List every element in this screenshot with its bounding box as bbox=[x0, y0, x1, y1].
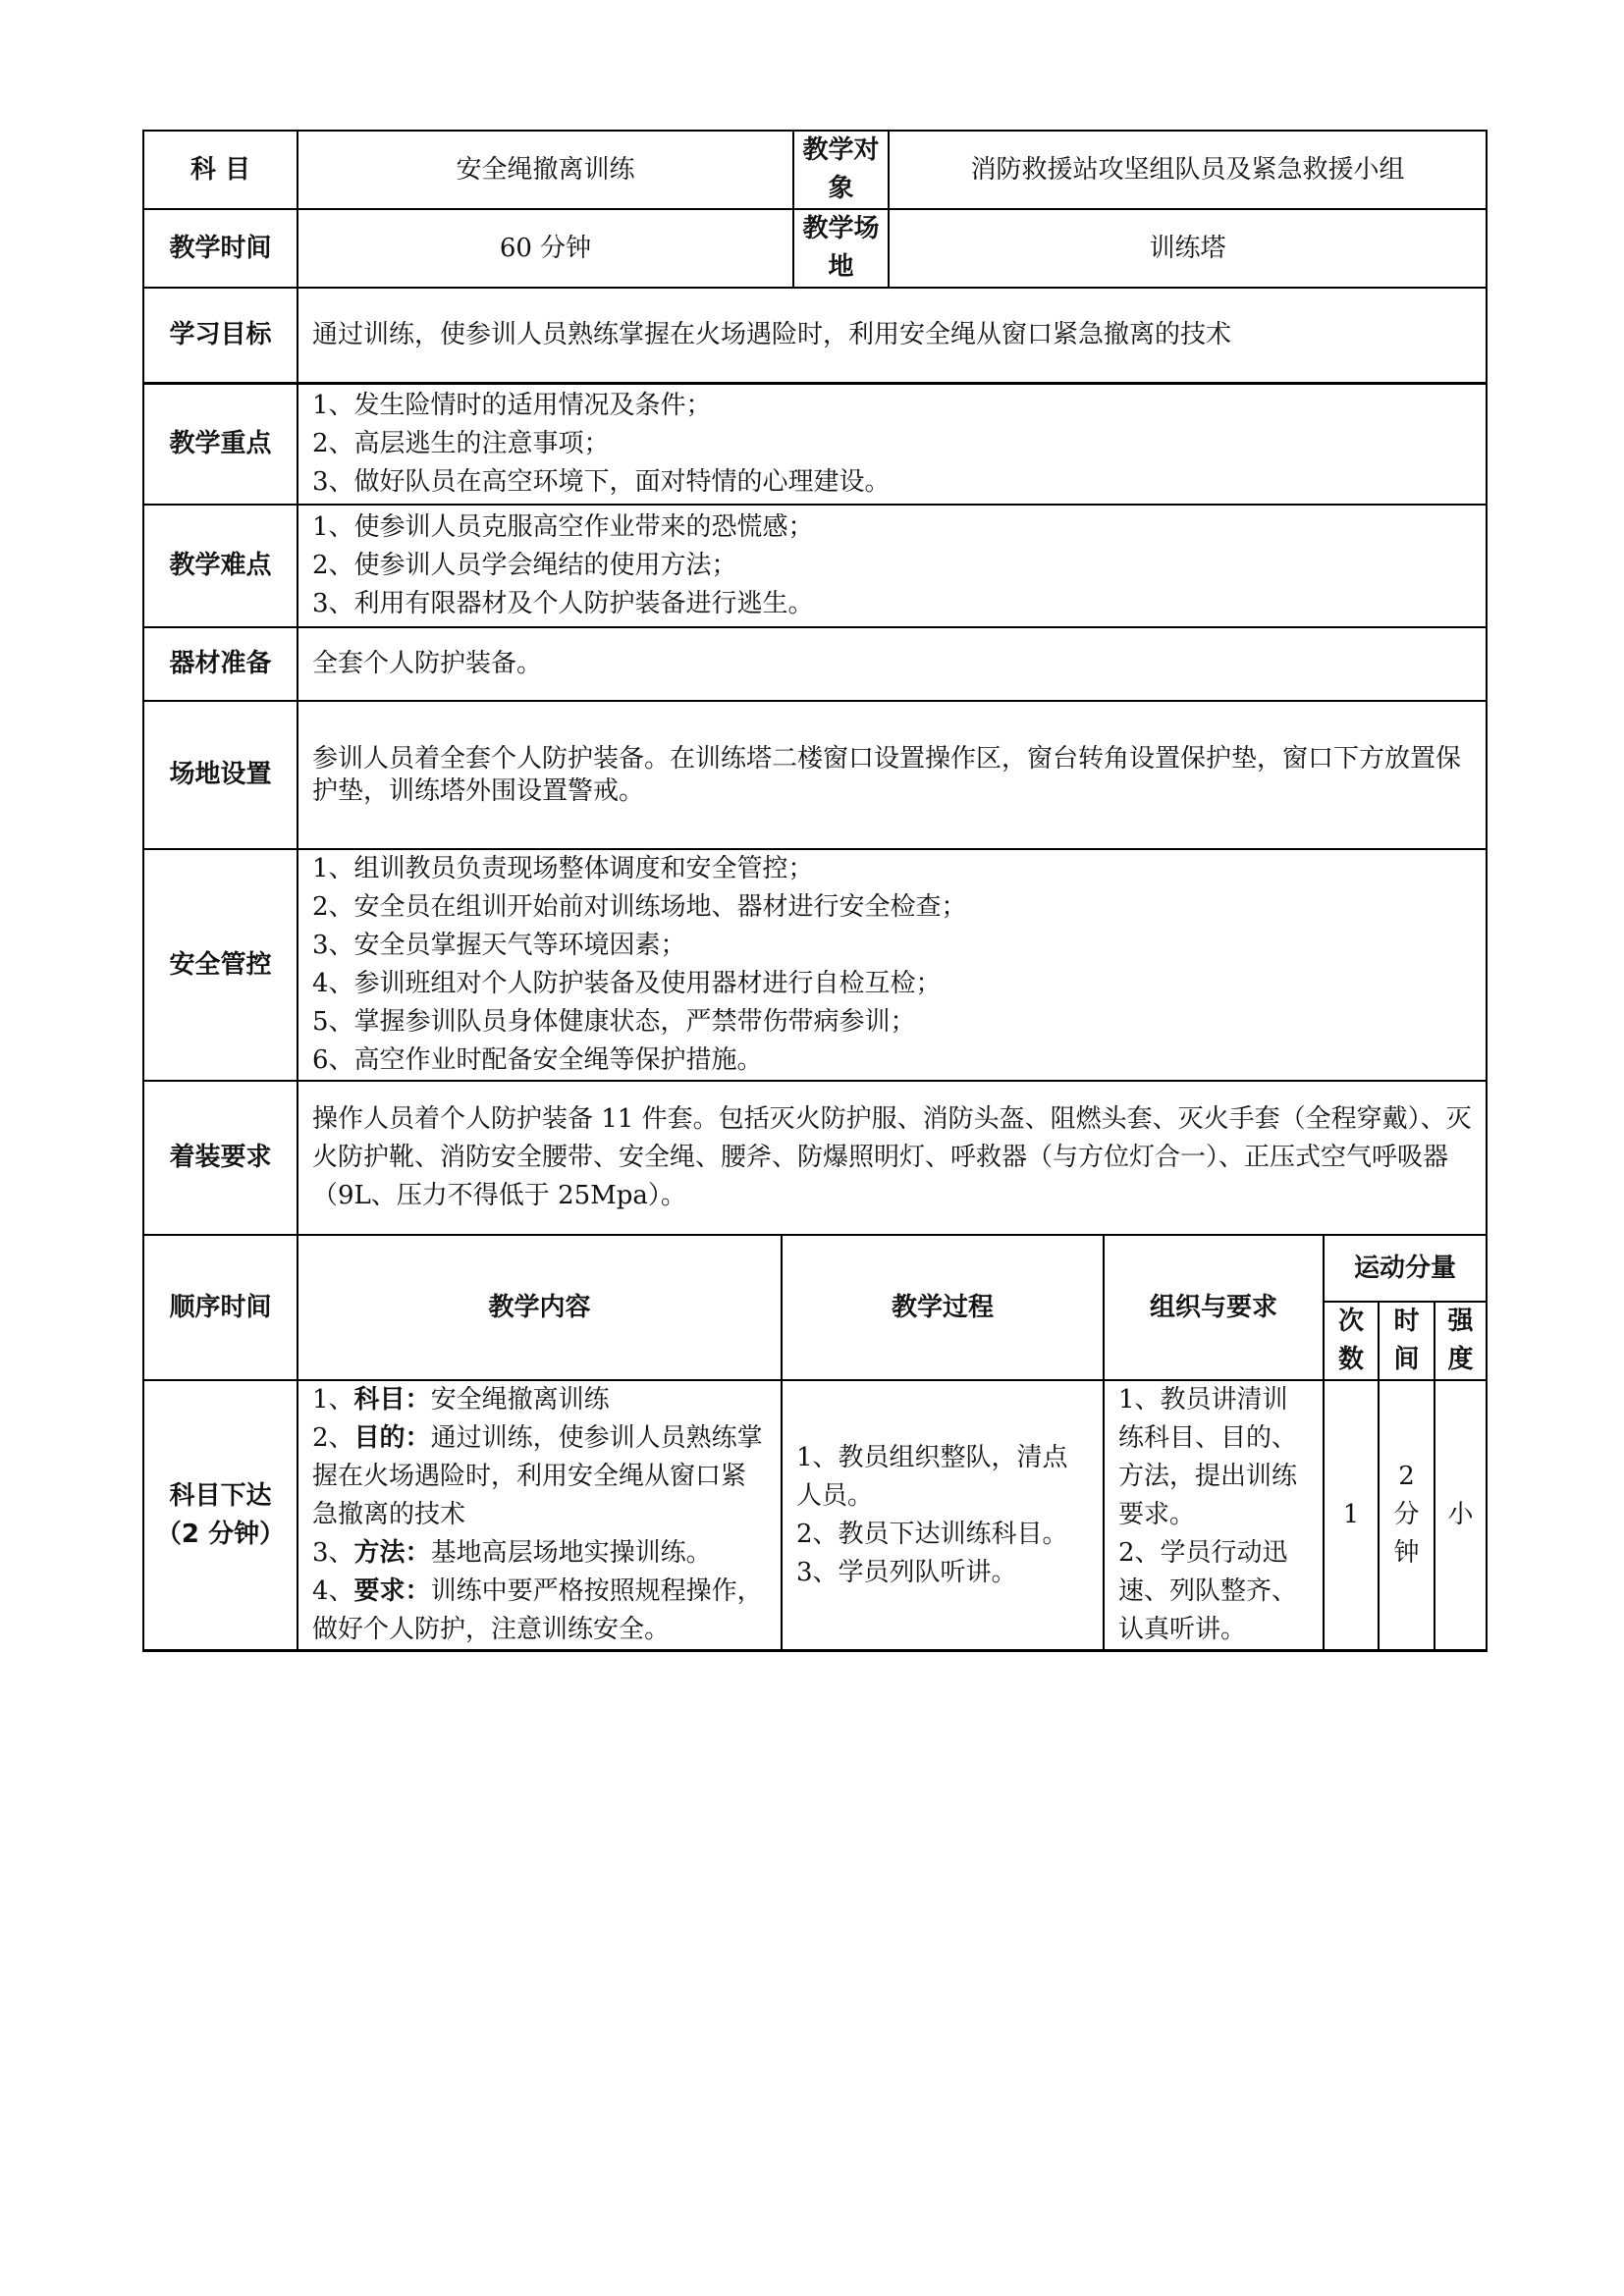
header-intensity: 强度 bbox=[1435, 1302, 1487, 1380]
section-row bbox=[143, 701, 1487, 849]
section-content bbox=[298, 701, 1487, 849]
section-row bbox=[143, 383, 1487, 505]
header-content: 教学内容 bbox=[298, 1235, 782, 1380]
section-line: 1、组训教员负责现场整体调度和安全管控； bbox=[312, 854, 814, 883]
section-content bbox=[298, 849, 1487, 1081]
section-content bbox=[298, 627, 1487, 701]
section-label: 教学难点 bbox=[143, 505, 298, 627]
content-item: 4、要求：训练中要严格按照规程操作，做好个人防护，注意训练安全。 bbox=[312, 1576, 763, 1644]
section-content bbox=[298, 1081, 1487, 1235]
section-content bbox=[298, 505, 1487, 627]
header-organization: 组织与要求 bbox=[1104, 1235, 1324, 1380]
process-item: 3、学员列队听讲。 bbox=[796, 1557, 1017, 1587]
section-line: 2、高层逃生的注意事项； bbox=[312, 428, 610, 458]
plan-process bbox=[782, 1380, 1104, 1651]
section-line: 2、使参训人员学会绳结的使用方法； bbox=[312, 551, 737, 580]
section-line: 3、做好队员在高空环境下，面对特情的心理建设。 bbox=[312, 466, 891, 497]
header-duration: 时间 bbox=[1379, 1302, 1435, 1380]
section-line: 4、参训班组对个人防护装备及使用器材进行自检互检； bbox=[312, 969, 942, 998]
plan-order-time-sub: （2 分钟） bbox=[155, 1519, 286, 1549]
plan-order-time bbox=[143, 1380, 298, 1651]
content-item: 3、方法：基地高层场地实操训练。 bbox=[312, 1538, 712, 1568]
section-content bbox=[298, 288, 1487, 383]
process-item: 1、教员组织整队，清点人员。 bbox=[796, 1442, 1068, 1511]
section-row bbox=[143, 288, 1487, 383]
lesson-plan-table bbox=[142, 130, 1488, 1652]
section-label: 教学重点 bbox=[143, 383, 298, 505]
section-line: 通过训练，使参训人员熟练掌握在火场遇险时，利用安全绳从窗口紧急撤离的技术 bbox=[312, 319, 1232, 349]
section-content bbox=[298, 383, 1487, 505]
header-process: 教学过程 bbox=[782, 1235, 1104, 1380]
section-line: 2、安全员在组训开始前对训练场地、器材进行安全检查； bbox=[312, 892, 967, 922]
section-label: 安全管控 bbox=[143, 849, 298, 1081]
section-row bbox=[143, 1081, 1487, 1235]
time-label: 教学时间 bbox=[143, 209, 298, 288]
plan-order-time-title: 科目下达 bbox=[169, 1480, 272, 1511]
time-value: 60 分钟 bbox=[298, 209, 793, 288]
section-label: 着装要求 bbox=[143, 1081, 298, 1235]
venue-label: 教学场地 bbox=[793, 209, 889, 288]
section-line: 3、安全员掌握天气等环境因素； bbox=[312, 931, 686, 960]
section-row bbox=[143, 627, 1487, 701]
section-row bbox=[143, 505, 1487, 627]
audience-label: 教学对象 bbox=[793, 131, 889, 209]
section-row bbox=[143, 849, 1487, 1081]
header-load: 运动分量 bbox=[1324, 1235, 1487, 1302]
subject-label: 科 目 bbox=[143, 131, 298, 209]
plan-organization bbox=[1104, 1380, 1324, 1651]
section-line: 参训人员着全套个人防护装备。在训练塔二楼窗口设置操作区，窗台转角设置保护垫，窗口下方放置保护垫，训练塔外围设置警戒。 bbox=[312, 743, 1462, 806]
plan-content bbox=[298, 1380, 782, 1651]
venue-value: 训练塔 bbox=[889, 209, 1487, 288]
section-label: 学习目标 bbox=[143, 288, 298, 383]
plan-intensity: 小 bbox=[1435, 1380, 1487, 1651]
section-line: 操作人员着个人防护装备 11 件套。包括灭火防护服、消防头盔、阻燃头套、灭火手套（全程穿戴）、灭火防护靴、消防安全腰带、安全绳、腰斧、防爆照明灯、呼救器（与方位灯合一）、正压式空气呼吸器（9L、压力不得低于 25Mpa）。 bbox=[312, 1104, 1472, 1210]
content-item: 2、目的：通过训练，使参训人员熟练掌握在火场遇险时，利用安全绳从窗口紧急撤离的技术 bbox=[312, 1423, 763, 1529]
header-order-time: 顺序时间 bbox=[143, 1235, 298, 1380]
section-line: 全套个人防护装备。 bbox=[312, 649, 543, 678]
section-line: 3、利用有限器材及个人防护装备进行逃生。 bbox=[312, 589, 814, 618]
organization-item: 2、学员行动迅速、列队整齐、认真听讲。 bbox=[1118, 1538, 1298, 1644]
organization-item: 1、教员讲清训练科目、目的、方法，提出训练要求。 bbox=[1118, 1385, 1298, 1529]
section-line: 1、发生险情时的适用情况及条件； bbox=[312, 390, 712, 420]
section-line: 5、掌握参训队员身体健康状态，严禁带伤带病参训； bbox=[312, 1007, 916, 1037]
process-item: 2、教员下达训练科目。 bbox=[796, 1519, 1068, 1549]
section-label: 器材准备 bbox=[143, 627, 298, 701]
section-line: 1、使参训人员克服高空作业带来的恐慌感； bbox=[312, 512, 814, 542]
header-count: 次数 bbox=[1324, 1302, 1379, 1380]
content-item: 1、科目：安全绳撤离训练 bbox=[312, 1385, 610, 1415]
subject-value: 安全绳撤离训练 bbox=[298, 131, 793, 209]
plan-row bbox=[143, 1380, 1487, 1651]
plan-count: 1 bbox=[1324, 1380, 1379, 1651]
section-label: 场地设置 bbox=[143, 701, 298, 849]
section-line: 6、高空作业时配备安全绳等保护措施。 bbox=[312, 1045, 763, 1075]
plan-duration: 2 分钟 bbox=[1379, 1380, 1435, 1651]
audience-value: 消防救援站攻坚组队员及紧急救援小组 bbox=[889, 131, 1487, 209]
